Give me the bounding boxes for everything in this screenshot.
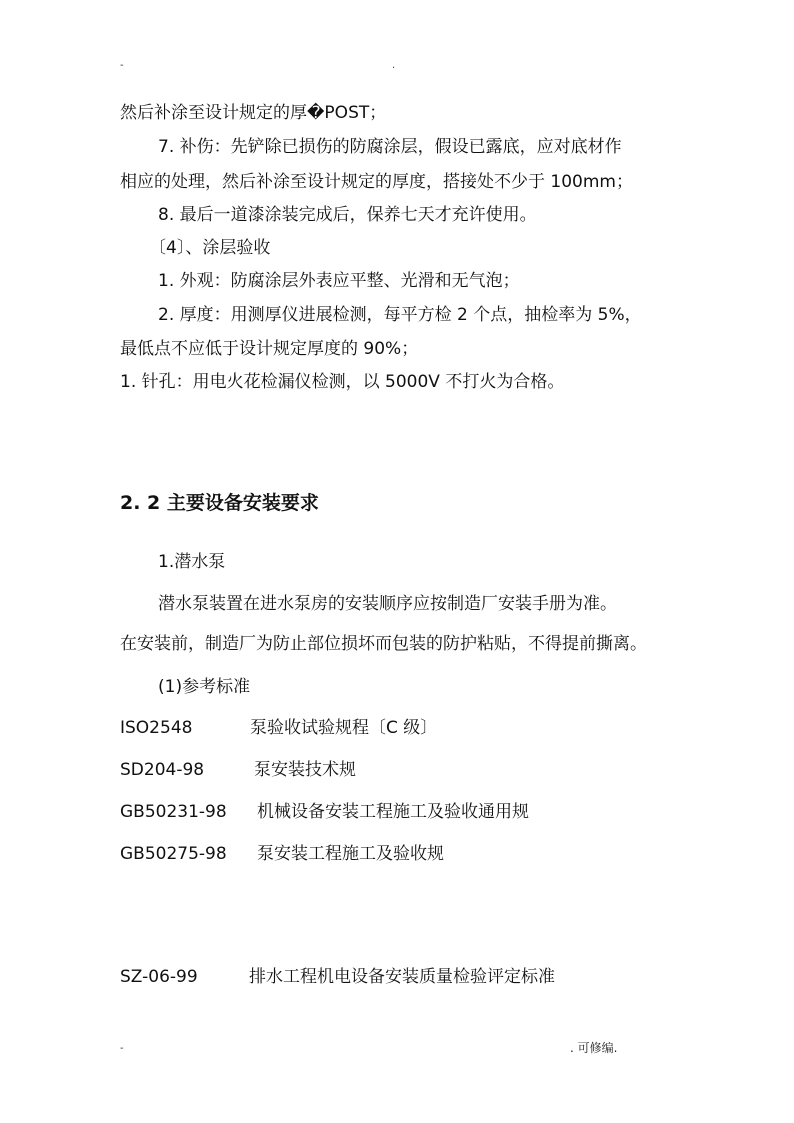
body-line-6: 1. 外观：防腐涂层外表应平整、光滑和无气泡； bbox=[158, 271, 520, 291]
header-left-mark: - bbox=[120, 60, 124, 71]
body-line-3: 相应的处理，然后补涂至设计规定的厚度，搭接处不少于 100mm； bbox=[120, 172, 633, 192]
body-line-2: 7. 补伤：先铲除已损伤的防腐涂层，假设已露底，应对底材作 bbox=[158, 137, 622, 157]
standard-code: SD204-98 bbox=[120, 760, 205, 780]
pump-title: 1.潜水泵 bbox=[158, 552, 226, 572]
body-line-4: 8. 最后一道漆涂装完成后，保养七天才充许使用。 bbox=[158, 205, 537, 225]
standard-desc: 排水工程机电设备安装质量检验评定标准 bbox=[249, 967, 555, 987]
standard-code: ISO2548 bbox=[120, 718, 193, 738]
pump-paragraph-1: 潜水泵装置在进水泵房的安装顺序应按制造厂安装手册为准。 bbox=[158, 594, 617, 614]
standard-code: SZ-06-99 bbox=[120, 967, 198, 987]
body-line-1: 然后补涂至设计规定的厚�POST； bbox=[120, 103, 387, 123]
header-center-mark: . bbox=[392, 60, 396, 71]
body-line-9: 1. 针孔：用电火花检漏仪检测，以 5000V 不打火为合格。 bbox=[120, 372, 565, 392]
footer-editable-note: . 可修编. bbox=[570, 1041, 618, 1055]
standard-code: GB50231-98 bbox=[120, 802, 227, 822]
pump-paragraph-2: 在安装前，制造厂为防止部位损坏而包装的防护粘贴，不得提前撕离。 bbox=[120, 634, 647, 654]
section-heading: 2. 2 主要设备安装要求 bbox=[120, 492, 319, 514]
body-line-7: 2. 厚度：用测厚仪进展检测，每平方检 2 个点，抽检率为 5%， bbox=[158, 305, 642, 325]
standard-desc: 泵安装工程施工及验收规 bbox=[257, 844, 444, 864]
body-line-5: 〔4〕、涂层验收 bbox=[149, 238, 271, 258]
standard-desc: 泵安装技术规 bbox=[254, 760, 356, 780]
body-line-8: 最低点不应低于设计规定厚度的 90%； bbox=[120, 339, 419, 359]
standard-code: GB50275-98 bbox=[120, 844, 227, 864]
standard-desc: 泵验收试验规程〔C 级〕 bbox=[250, 718, 438, 738]
reference-title: (1)参考标准 bbox=[158, 677, 251, 697]
footer-left-mark: - bbox=[120, 1043, 124, 1054]
standard-desc: 机械设备安装工程施工及验收通用规 bbox=[257, 802, 529, 822]
